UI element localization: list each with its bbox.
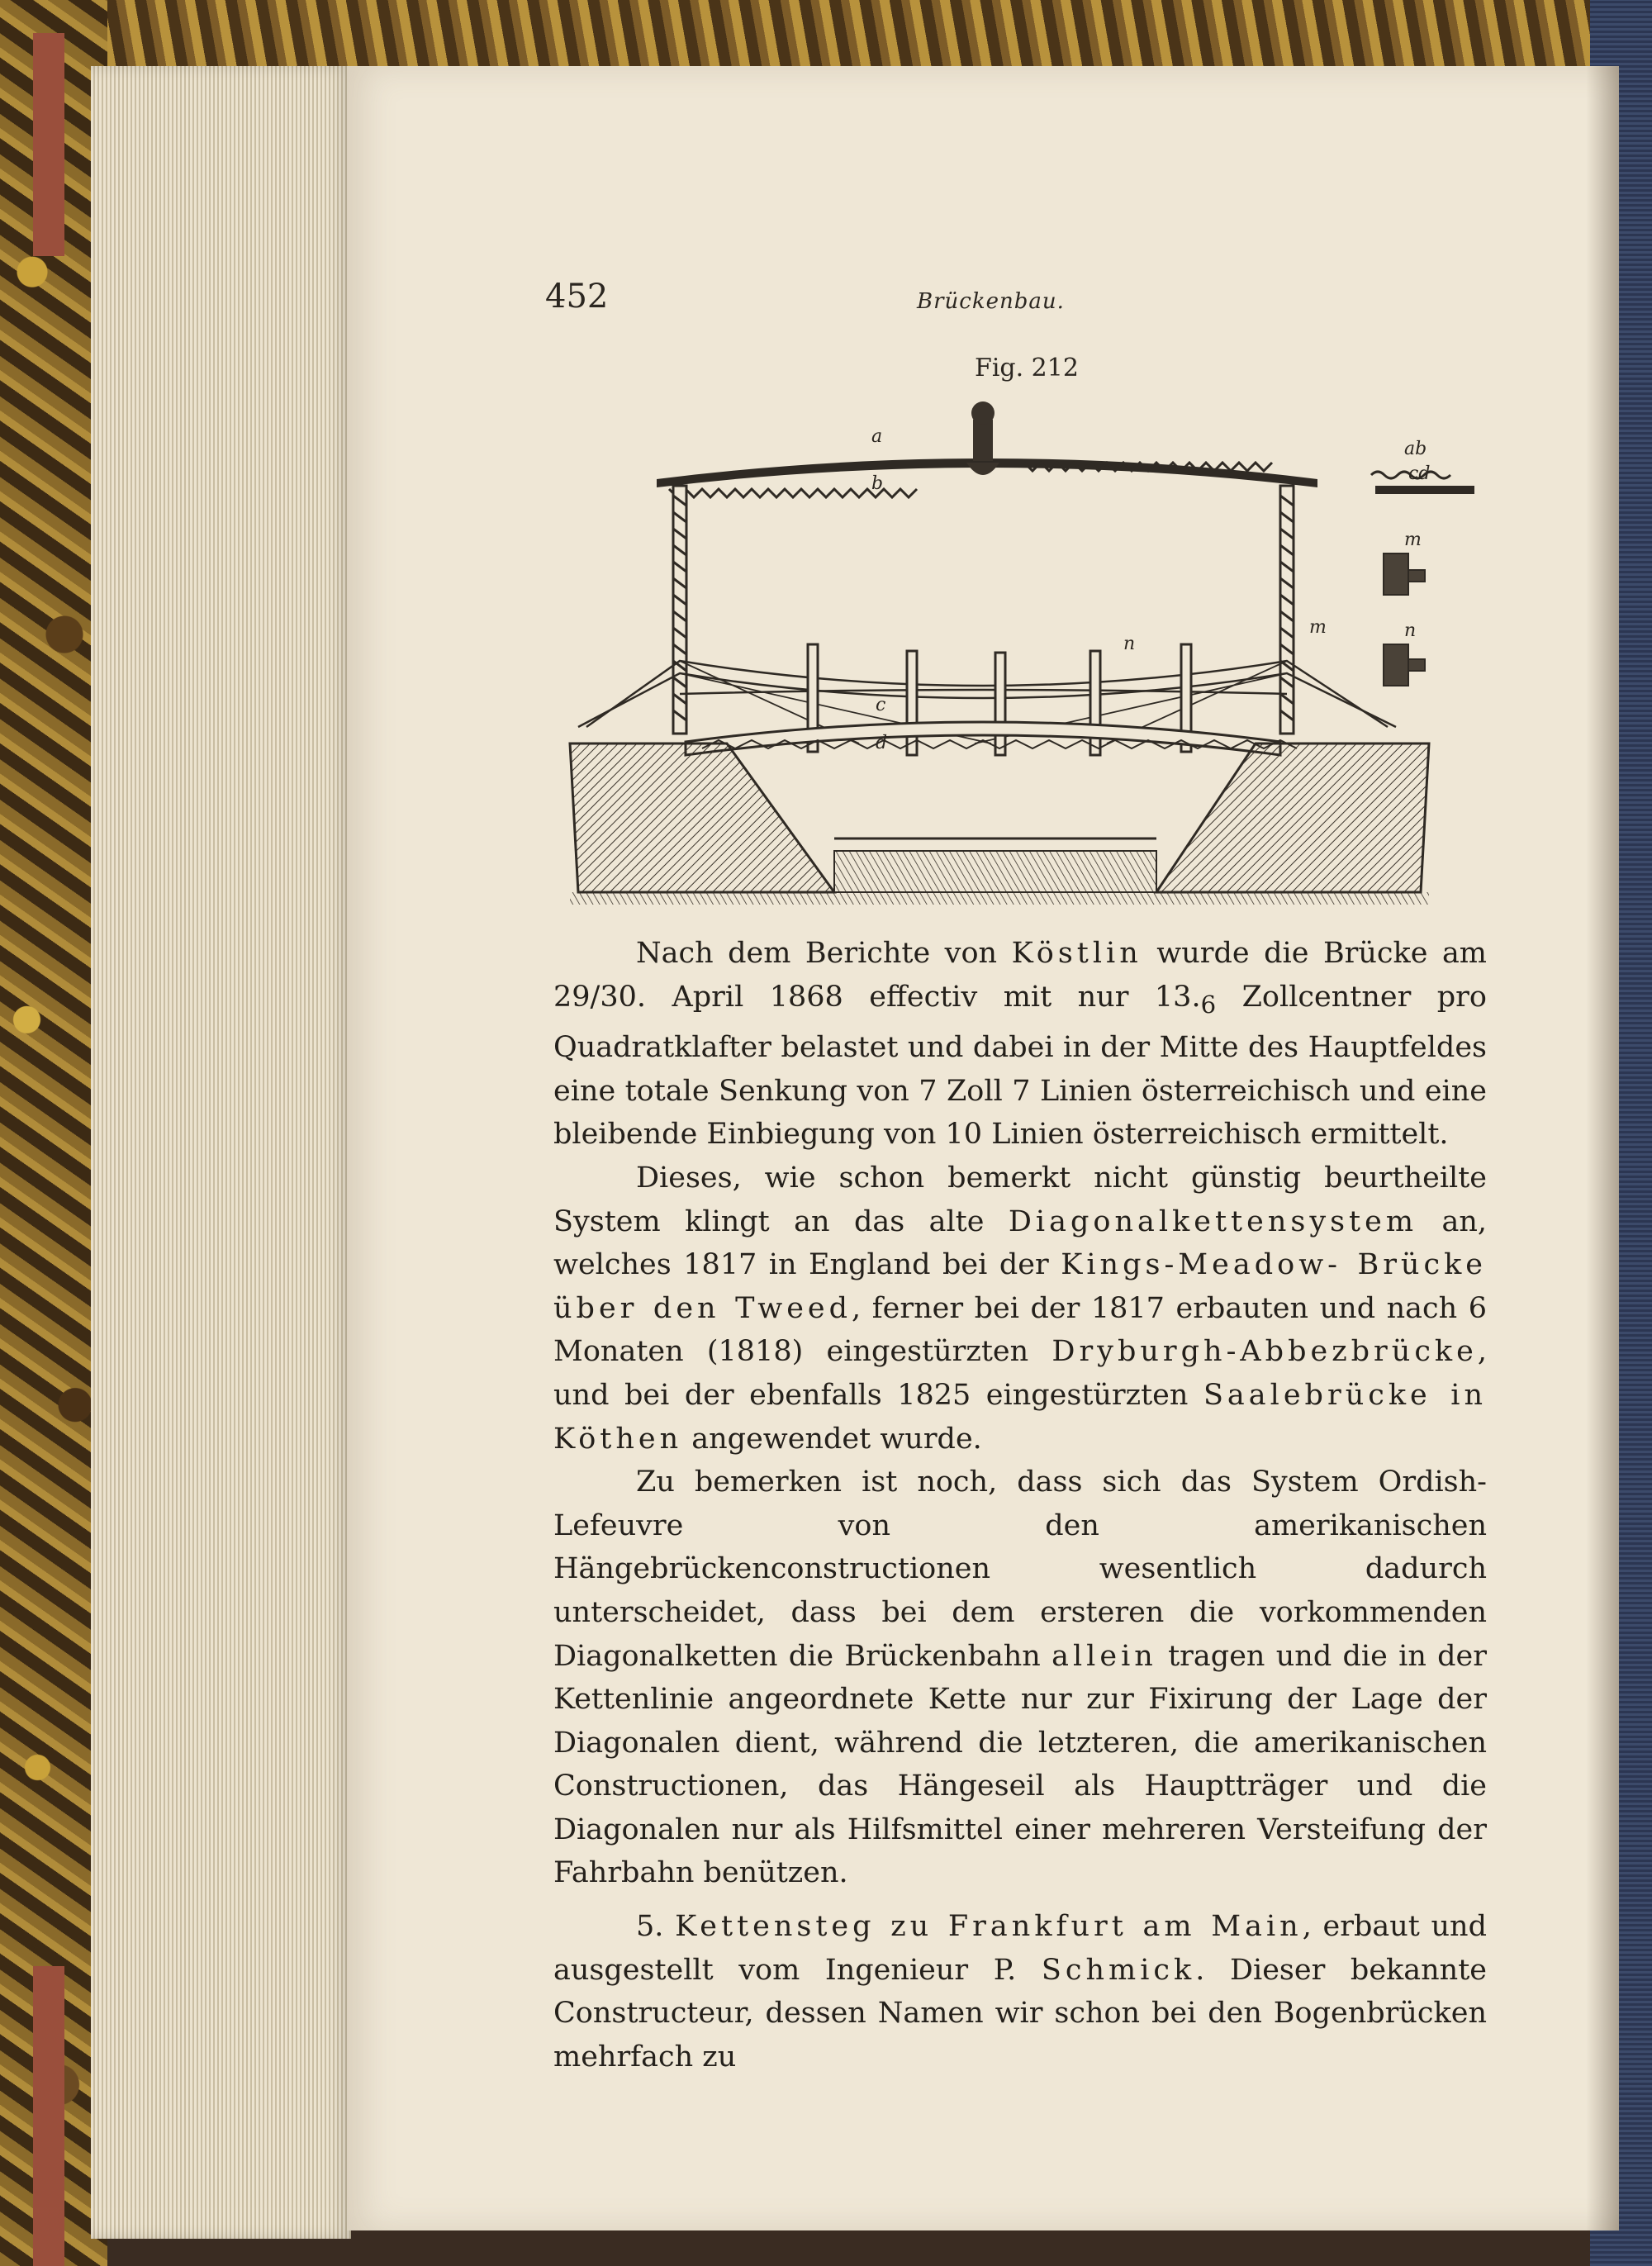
label-detail-ab: ab [1404, 439, 1427, 459]
gutter-shadow [1586, 66, 1619, 2230]
label-n: n [1123, 634, 1136, 654]
detail-cd-bar [1375, 486, 1474, 494]
paragraph-3: Zu bemerken ist noch, dass sich das System Ordish-Lefeuvre von den amerikanischen Hängebrückenconstructionen wesentlich dadurch unterscheidet, dass bei dem ersteren die vorkommenden Diagonalketten die Brückenbahn allein tragen und die in der Kettenlinie angeordnete Kette nur zur Fixirung der Lage der Diagonalen dient, während die letzteren, die amerikanischen Constructionen, das Hängeseil als Hauptträger und die Diagonalen nur als Hilfsmittel einer mehreren Versteifung der Fahrbahn benützen. [553, 1466, 1488, 1890]
label-m: m [1309, 617, 1327, 638]
label-c: c [876, 695, 886, 715]
left-abutment [570, 743, 834, 892]
spine-leather-bottom [33, 1966, 64, 2266]
page-number: 452 [545, 278, 609, 316]
paragraph-4: 5. Kettensteg zu Frankfurt am Main, erbaut und ausgestellt vom Ingenieur P. Schmick. Dieser bekannte Constructeur, dessen Namen wir schon bei den Bogenbrücken mehrfach zu [553, 1910, 1487, 2074]
bridge-illustration [562, 388, 1487, 917]
label-b: b [871, 473, 884, 494]
running-head: Brückenbau. [917, 289, 1065, 314]
detail-m [1384, 553, 1425, 595]
label-a: a [871, 426, 883, 447]
ground [570, 892, 1429, 905]
page-edges [91, 66, 351, 2239]
rail-chain-2 [578, 673, 1396, 727]
book-board-top [107, 0, 1652, 74]
crest-ornament [966, 401, 999, 475]
paragraph-1: Nach dem Berichte von Köstlin wurde die Brücke am 29/30. April 1868 effectiv mit nur $13._6$ Zollcentner pro Quadratklafter belastet und dabei in der Mitte des Hauptfeldes eine totale Senkung von 7 Zoll 7 Linien österreichisch und eine bleibende Einbiegung von 10 Linien österreichisch ermittelt. [553, 937, 1487, 1152]
right-abutment [1156, 743, 1429, 892]
spine-leather-top [33, 33, 64, 256]
detail-n [1384, 644, 1425, 686]
label-detail-cd: cd [1408, 463, 1431, 484]
figure-caption: Fig. 212 [975, 354, 1079, 382]
label-detail-m: m [1404, 530, 1422, 550]
body-text [553, 932, 1487, 2078]
label-d: d [876, 733, 888, 753]
paragraph-2: Dieses, wie schon bemerkt nicht günstig beurtheilte System klingt an das alte Diagonalkettensystem an, welches 1817 in England bei der Kings-Meadow- Brücke über den Tweed, ferner bei der 1817 erbauten und nach 6 Monaten (1818) eingestürzten Dryburgh-Abbezbrücke, und bei der ebenfalls 1825 eingestürzten Saalebrücke in Köthen angewendet wurde. [553, 1161, 1487, 1456]
left-post [673, 486, 686, 734]
right-post [1280, 486, 1294, 734]
label-detail-n: n [1404, 620, 1417, 641]
riverbed [834, 851, 1156, 892]
